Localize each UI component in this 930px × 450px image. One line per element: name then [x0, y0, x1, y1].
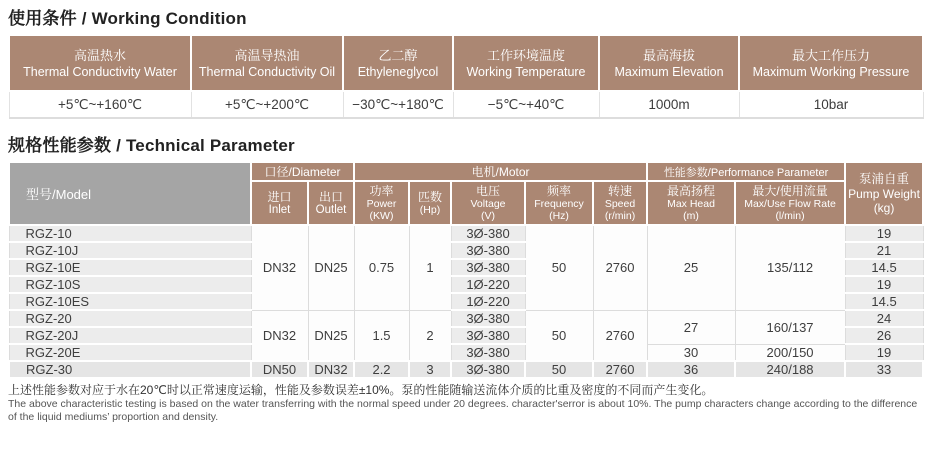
flow-rate-unit: (l/min) — [775, 209, 805, 222]
table-row — [9, 344, 923, 361]
wc-header-cell — [453, 35, 599, 91]
frequency-cell: 50 — [525, 225, 593, 310]
weight-cell: 14.5 — [845, 259, 923, 276]
flow-rate-en: Max/Use Flow Rate — [744, 197, 836, 210]
pump-weight-en: Pump Weight — [848, 187, 920, 201]
max-head-cell: 36 — [647, 361, 735, 378]
outlet-cell: DN32 — [308, 361, 354, 378]
wc-header-zh: 最大工作压力 — [791, 47, 870, 63]
wc-header-zh: 最高海拔 — [642, 47, 695, 63]
table-row — [9, 310, 923, 327]
wc-header-en: Maximum Elevation — [614, 64, 724, 79]
model-cell: RGZ-20J — [9, 327, 251, 344]
voltage-cell: 3Ø-380 — [451, 259, 525, 276]
technical-parameter-table — [8, 161, 924, 379]
voltage-cell: 3Ø-380 — [451, 344, 525, 361]
frequency-en: Frequency — [534, 197, 584, 210]
flow-rate-cell: 160/137 — [735, 310, 845, 344]
model-cell: RGZ-10 — [9, 225, 251, 242]
voltage-en: Voltage — [470, 197, 506, 210]
model-cell: RGZ-30 — [9, 361, 251, 378]
wc-header-en: Maximum Working Pressure — [752, 64, 910, 79]
max-head-cell: 27 — [647, 310, 735, 344]
wc-header-en: Ethyleneglycol — [357, 64, 439, 79]
weight-cell: 19 — [845, 276, 923, 293]
weight-cell: 19 — [845, 225, 923, 242]
wc-header-zh: 工作环境温度 — [486, 47, 565, 63]
power-unit: (KW) — [369, 209, 394, 222]
tp-header-group-row — [9, 162, 923, 181]
voltage-unit: (V) — [481, 209, 496, 222]
hp-cell: 1 — [409, 225, 451, 310]
weight-cell: 26 — [845, 327, 923, 344]
model-cell: RGZ-10S — [9, 276, 251, 293]
wc-header-cell — [9, 35, 191, 91]
voltage-cell: 3Ø-380 — [451, 225, 525, 242]
flow-rate-header-cell — [735, 181, 845, 225]
voltage-cell: 1Ø-220 — [451, 293, 525, 310]
frequency-header-cell — [525, 181, 593, 225]
performance-group-header: 性能参数/Performance Parameter — [647, 162, 845, 181]
wc-header-zh: 高温导热油 — [234, 47, 300, 63]
weight-cell: 21 — [845, 242, 923, 259]
flow-rate-cell: 240/188 — [735, 361, 845, 378]
speed-cell: 2760 — [593, 225, 647, 310]
model-cell: RGZ-20E — [9, 344, 251, 361]
wc-header-cell — [599, 35, 739, 91]
max-head-cell: 25 — [647, 225, 735, 310]
pump-weight-unit: (kg) — [873, 201, 895, 215]
wc-value-cell: −5℃~+40℃ — [453, 91, 599, 118]
footnotes — [8, 379, 922, 423]
wc-value-cell: +5℃~+200℃ — [191, 91, 343, 118]
wc-value-cell: +5℃~+160℃ — [9, 91, 191, 118]
table-row — [9, 225, 923, 242]
wc-value-cell: 1000m — [599, 91, 739, 118]
speed-cell: 2760 — [593, 310, 647, 361]
weight-cell: 14.5 — [845, 293, 923, 310]
power-zh: 功率 — [369, 183, 394, 198]
speed-zh: 转速 — [608, 183, 633, 198]
power-header-cell — [354, 181, 409, 225]
weight-cell: 33 — [845, 361, 923, 378]
hp-zh: 匹数 — [418, 189, 443, 204]
voltage-cell: 3Ø-380 — [451, 242, 525, 259]
working-condition-table — [8, 34, 924, 119]
wc-header-zh: 高温热水 — [73, 47, 126, 63]
max-head-header-cell — [647, 181, 735, 225]
wc-header-en: Thermal Conductivity Water — [23, 64, 177, 79]
voltage-cell: 3Ø-380 — [451, 361, 525, 378]
outlet-cell: DN25 — [308, 310, 354, 361]
voltage-zh: 电压 — [476, 183, 501, 198]
pump-weight-header-cell — [845, 162, 923, 225]
power-cell: 1.5 — [354, 310, 409, 361]
wc-value-cell: 10bar — [739, 91, 923, 118]
power-cell: 0.75 — [354, 225, 409, 310]
max-head-unit: (m) — [683, 209, 699, 222]
voltage-cell: 3Ø-380 — [451, 327, 525, 344]
flow-rate-zh: 最大/使用流量 — [752, 183, 828, 198]
voltage-header-cell — [451, 181, 525, 225]
max-head-en: Max Head — [667, 197, 715, 210]
weight-cell: 24 — [845, 310, 923, 327]
max-head-zh: 最高扬程 — [667, 183, 716, 198]
outlet-cell: DN25 — [308, 225, 354, 310]
wc-header-cell — [191, 35, 343, 91]
inlet-en: Inlet — [268, 203, 291, 216]
power-cell: 2.2 — [354, 361, 409, 378]
speed-cell: 2760 — [593, 361, 647, 378]
footnote-chinese: 上述性能参数对应于水在20℃时以正常速度运输，性能及参数误差±10%。泵的性能随输送流体介质的比重及密度的不同而产生变化。 — [8, 383, 714, 397]
footnote-english: The above characteristic testing is based on the water transferring with the normal speed under 20 degrees. character'serror is about 10%. The pump characters change according to the difference of the liquid mediums’ proportion and density. — [8, 398, 918, 423]
frequency-cell: 50 — [525, 361, 593, 378]
table-row — [9, 361, 923, 378]
max-head-cell: 30 — [647, 344, 735, 361]
model-cell: RGZ-20 — [9, 310, 251, 327]
model-cell: RGZ-10E — [9, 259, 251, 276]
inlet-cell: DN50 — [251, 361, 308, 378]
speed-unit: (r/min) — [604, 209, 636, 222]
hp-unit: (Hp) — [419, 203, 441, 216]
voltage-cell: 1Ø-220 — [451, 276, 525, 293]
wc-value-row — [9, 91, 923, 118]
wc-header-cell — [343, 35, 453, 91]
model-header-cell: 型号/Model — [9, 162, 251, 225]
outlet-zh: 出口 — [319, 189, 344, 204]
voltage-cell: 3Ø-380 — [451, 310, 525, 327]
outlet-header-cell — [308, 181, 354, 225]
hp-header-cell — [409, 181, 451, 225]
speed-en: Speed — [604, 197, 636, 210]
speed-header-cell — [593, 181, 647, 225]
model-cell: RGZ-10ES — [9, 293, 251, 310]
frequency-unit: (Hz) — [549, 209, 569, 222]
weight-cell: 19 — [845, 344, 923, 361]
power-en: Power — [366, 197, 397, 210]
inlet-cell: DN32 — [251, 225, 308, 310]
hp-cell: 3 — [409, 361, 451, 378]
model-cell: RGZ-10J — [9, 242, 251, 259]
flow-rate-cell: 200/150 — [735, 344, 845, 361]
pump-weight-zh: 泵浦自重 — [859, 172, 910, 186]
wc-header-zh: 乙二醇 — [378, 47, 418, 63]
wc-header-row — [9, 35, 923, 91]
hp-cell: 2 — [409, 310, 451, 361]
wc-header-en: Working Temperature — [466, 64, 586, 79]
working-condition-title: 使用条件 / Working Condition — [8, 9, 247, 28]
motor-group-header: 电机/Motor — [354, 162, 647, 181]
wc-header-en: Thermal Conductivity Oil — [198, 64, 336, 79]
technical-parameter-title: 规格性能参数 / Technical Parameter — [8, 136, 295, 155]
frequency-zh: 频率 — [547, 183, 572, 198]
flow-rate-cell: 135/112 — [735, 225, 845, 310]
inlet-header-cell — [251, 181, 308, 225]
outlet-en: Outlet — [315, 203, 347, 216]
inlet-zh: 进口 — [267, 189, 292, 204]
wc-header-cell — [739, 35, 923, 91]
inlet-cell: DN32 — [251, 310, 308, 361]
diameter-group-header: 口径/Diameter — [251, 162, 354, 181]
wc-value-cell: −30℃~+180℃ — [343, 91, 453, 118]
frequency-cell: 50 — [525, 310, 593, 361]
